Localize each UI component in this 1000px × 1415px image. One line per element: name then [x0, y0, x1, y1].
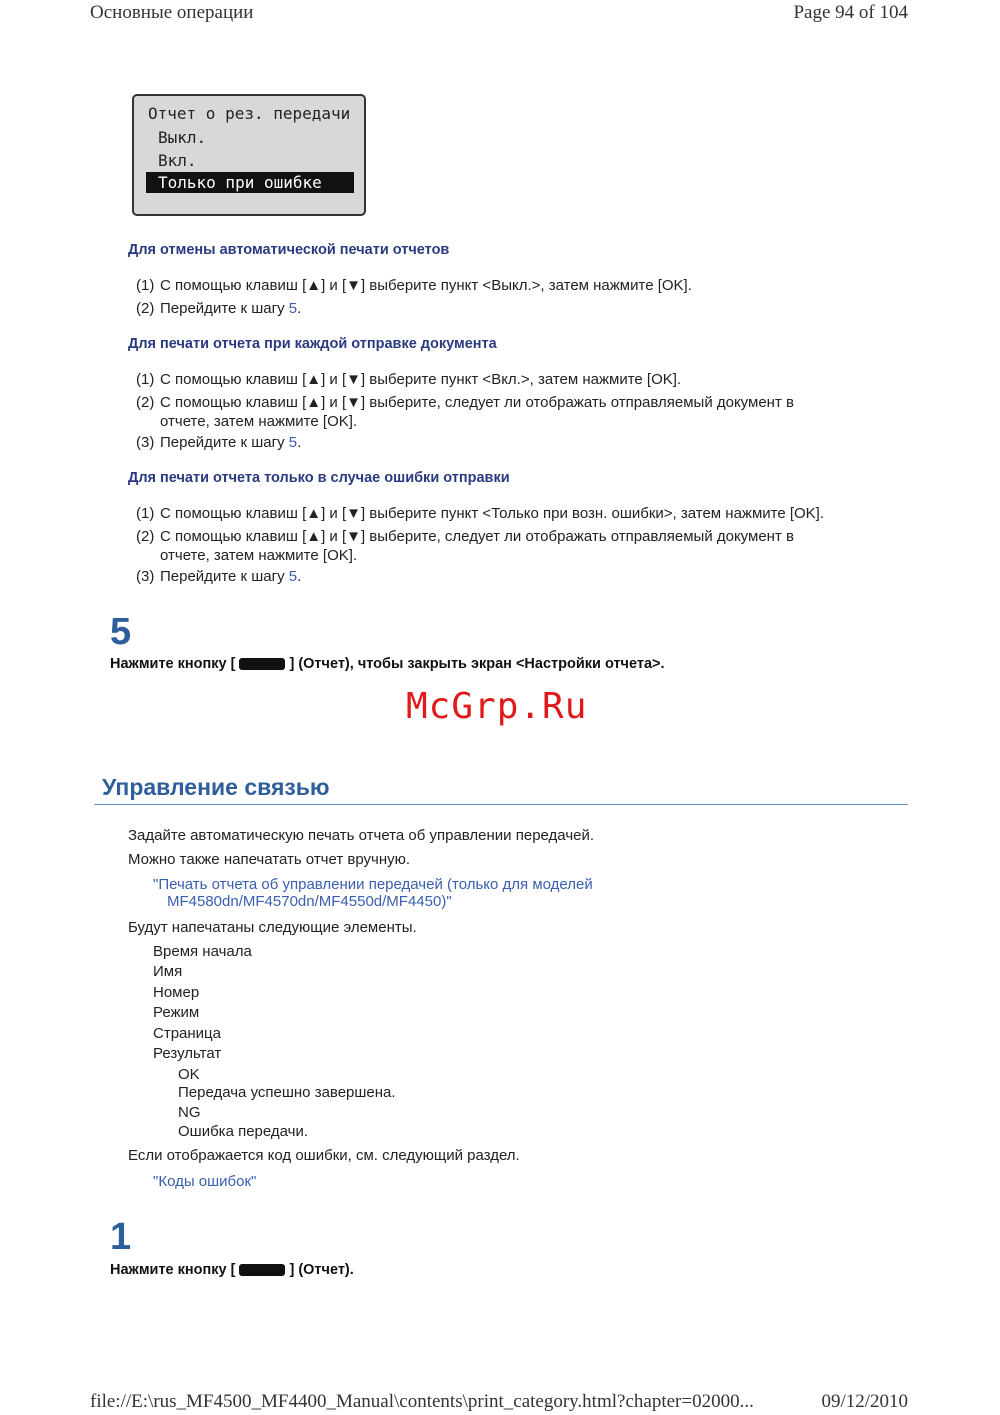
- step-number: (2): [136, 394, 155, 411]
- step-text: Перейдите к шагу: [160, 300, 289, 317]
- para-3: Будут напечатаны следующие элементы.: [128, 919, 417, 936]
- step-text: Перейдите к шагу: [160, 434, 289, 451]
- header-chapter: Основные операции: [90, 2, 254, 23]
- step-number: (2): [136, 528, 155, 545]
- link-line-1: "Печать отчета об управлении передачей (только для моделей: [153, 876, 593, 893]
- list-item: Номер: [153, 984, 200, 1001]
- instr-text-after: ] (Отчет), чтобы закрыть экран <Настройки отчета>.: [289, 656, 665, 672]
- step-number: (1): [136, 505, 155, 522]
- step-end: .: [297, 568, 302, 585]
- each-step-3: [136, 433, 896, 452]
- step-text: С помощью клавиш [▲] и [▼] выберите пункт <Вкл.>, затем нажмите [OK].: [160, 371, 682, 388]
- lcd-option-error-selected: Только при ошибке: [146, 172, 354, 193]
- step-number: (1): [136, 277, 155, 294]
- step-text: С помощью клавиш [▲] и [▼] выберите пункт <Выкл.>, затем нажмите [OK].: [160, 277, 692, 294]
- link-line-2: MF4580dn/MF4570dn/MF4550d/MF4450)": [167, 893, 452, 910]
- subheading-each: Для печати отчета при каждой отправке документа: [128, 336, 497, 352]
- link-step-5[interactable]: 5: [288, 300, 298, 317]
- link-step-5[interactable]: 5: [288, 568, 298, 585]
- footer-file-path: file://E:\rus_MF4500_MF4400_Manual\contents\print_category.html?chapter=02000...: [90, 1391, 754, 1412]
- each-step-1: [136, 370, 896, 389]
- para-1: Задайте автоматическую печать отчета об управлении передачей.: [128, 827, 595, 844]
- step-text: С помощью клавиш [▲] и [▼] выберите пункт <Только при возн. ошибки>, затем нажмите [OK].: [160, 505, 825, 522]
- step-number: (3): [136, 568, 155, 585]
- para-4: Если отображается код ошибки, см. следующий раздел.: [128, 1147, 520, 1164]
- error-step-2: [136, 527, 896, 565]
- list-item: Время начала: [153, 943, 252, 960]
- step-number-5: 5: [110, 611, 132, 653]
- step-1-instruction: [110, 1262, 354, 1278]
- each-step-2: [136, 393, 896, 431]
- step-number: (3): [136, 434, 155, 451]
- sub-list-item: Ошибка передачи.: [178, 1123, 309, 1140]
- header-page-number: Page 94 of 104: [793, 2, 908, 23]
- cancel-step-1: [136, 276, 896, 295]
- footer-date: 09/12/2010: [821, 1391, 908, 1412]
- section-divider: [94, 804, 908, 805]
- subheading-error: Для печати отчета только в случае ошибки отправки: [128, 470, 510, 486]
- lcd-option-off: Выкл.: [158, 128, 207, 147]
- step-number: (2): [136, 300, 155, 317]
- list-item: Режим: [153, 1004, 200, 1021]
- step-end: .: [297, 300, 302, 317]
- list-item: Результат: [153, 1045, 222, 1062]
- step-text: Перейдите к шагу: [160, 568, 289, 585]
- instr-text-before: Нажмите кнопку [: [110, 656, 236, 672]
- list-item: Страница: [153, 1025, 221, 1042]
- lcd-option-on: Вкл.: [158, 151, 197, 170]
- report-key-icon: [239, 1264, 285, 1276]
- sub-list-item: Передача успешно завершена.: [178, 1084, 396, 1101]
- link-error-codes[interactable]: "Коды ошибок": [153, 1173, 257, 1190]
- step-number: (1): [136, 371, 155, 388]
- step-text-cont: отчете, затем нажмите [OK].: [160, 547, 358, 564]
- error-step-1: [136, 504, 896, 523]
- step-text: С помощью клавиш [▲] и [▼] выберите, следует ли отображать отправляемый документ в: [160, 528, 794, 545]
- instr-text-before: Нажмите кнопку [: [110, 1262, 236, 1278]
- step-number-1: 1: [110, 1216, 132, 1258]
- step-end: .: [297, 434, 302, 451]
- sub-list-item: NG: [178, 1104, 201, 1121]
- step-text: С помощью клавиш [▲] и [▼] выберите, следует ли отображать отправляемый документ в: [160, 394, 794, 411]
- sub-list-item: OK: [178, 1066, 200, 1083]
- lcd-title: Отчет о рез. передачи: [148, 104, 351, 123]
- list-item: Имя: [153, 963, 183, 980]
- subheading-cancel: Для отмены автоматической печати отчетов: [128, 242, 450, 258]
- step-text-cont: отчете, затем нажмите [OK].: [160, 413, 358, 430]
- lcd-screen: [132, 94, 366, 216]
- link-print-report[interactable]: [153, 876, 593, 910]
- section-title: Управление связью: [102, 774, 330, 800]
- step-5-instruction: [110, 656, 665, 672]
- cancel-step-2: [136, 299, 896, 318]
- error-step-3: [136, 567, 896, 586]
- para-2: Можно также напечатать отчет вручную.: [128, 851, 411, 868]
- instr-text-after: ] (Отчет).: [289, 1262, 354, 1278]
- watermark: McGrp.Ru: [406, 686, 588, 727]
- report-key-icon: [239, 658, 285, 670]
- link-step-5[interactable]: 5: [288, 434, 298, 451]
